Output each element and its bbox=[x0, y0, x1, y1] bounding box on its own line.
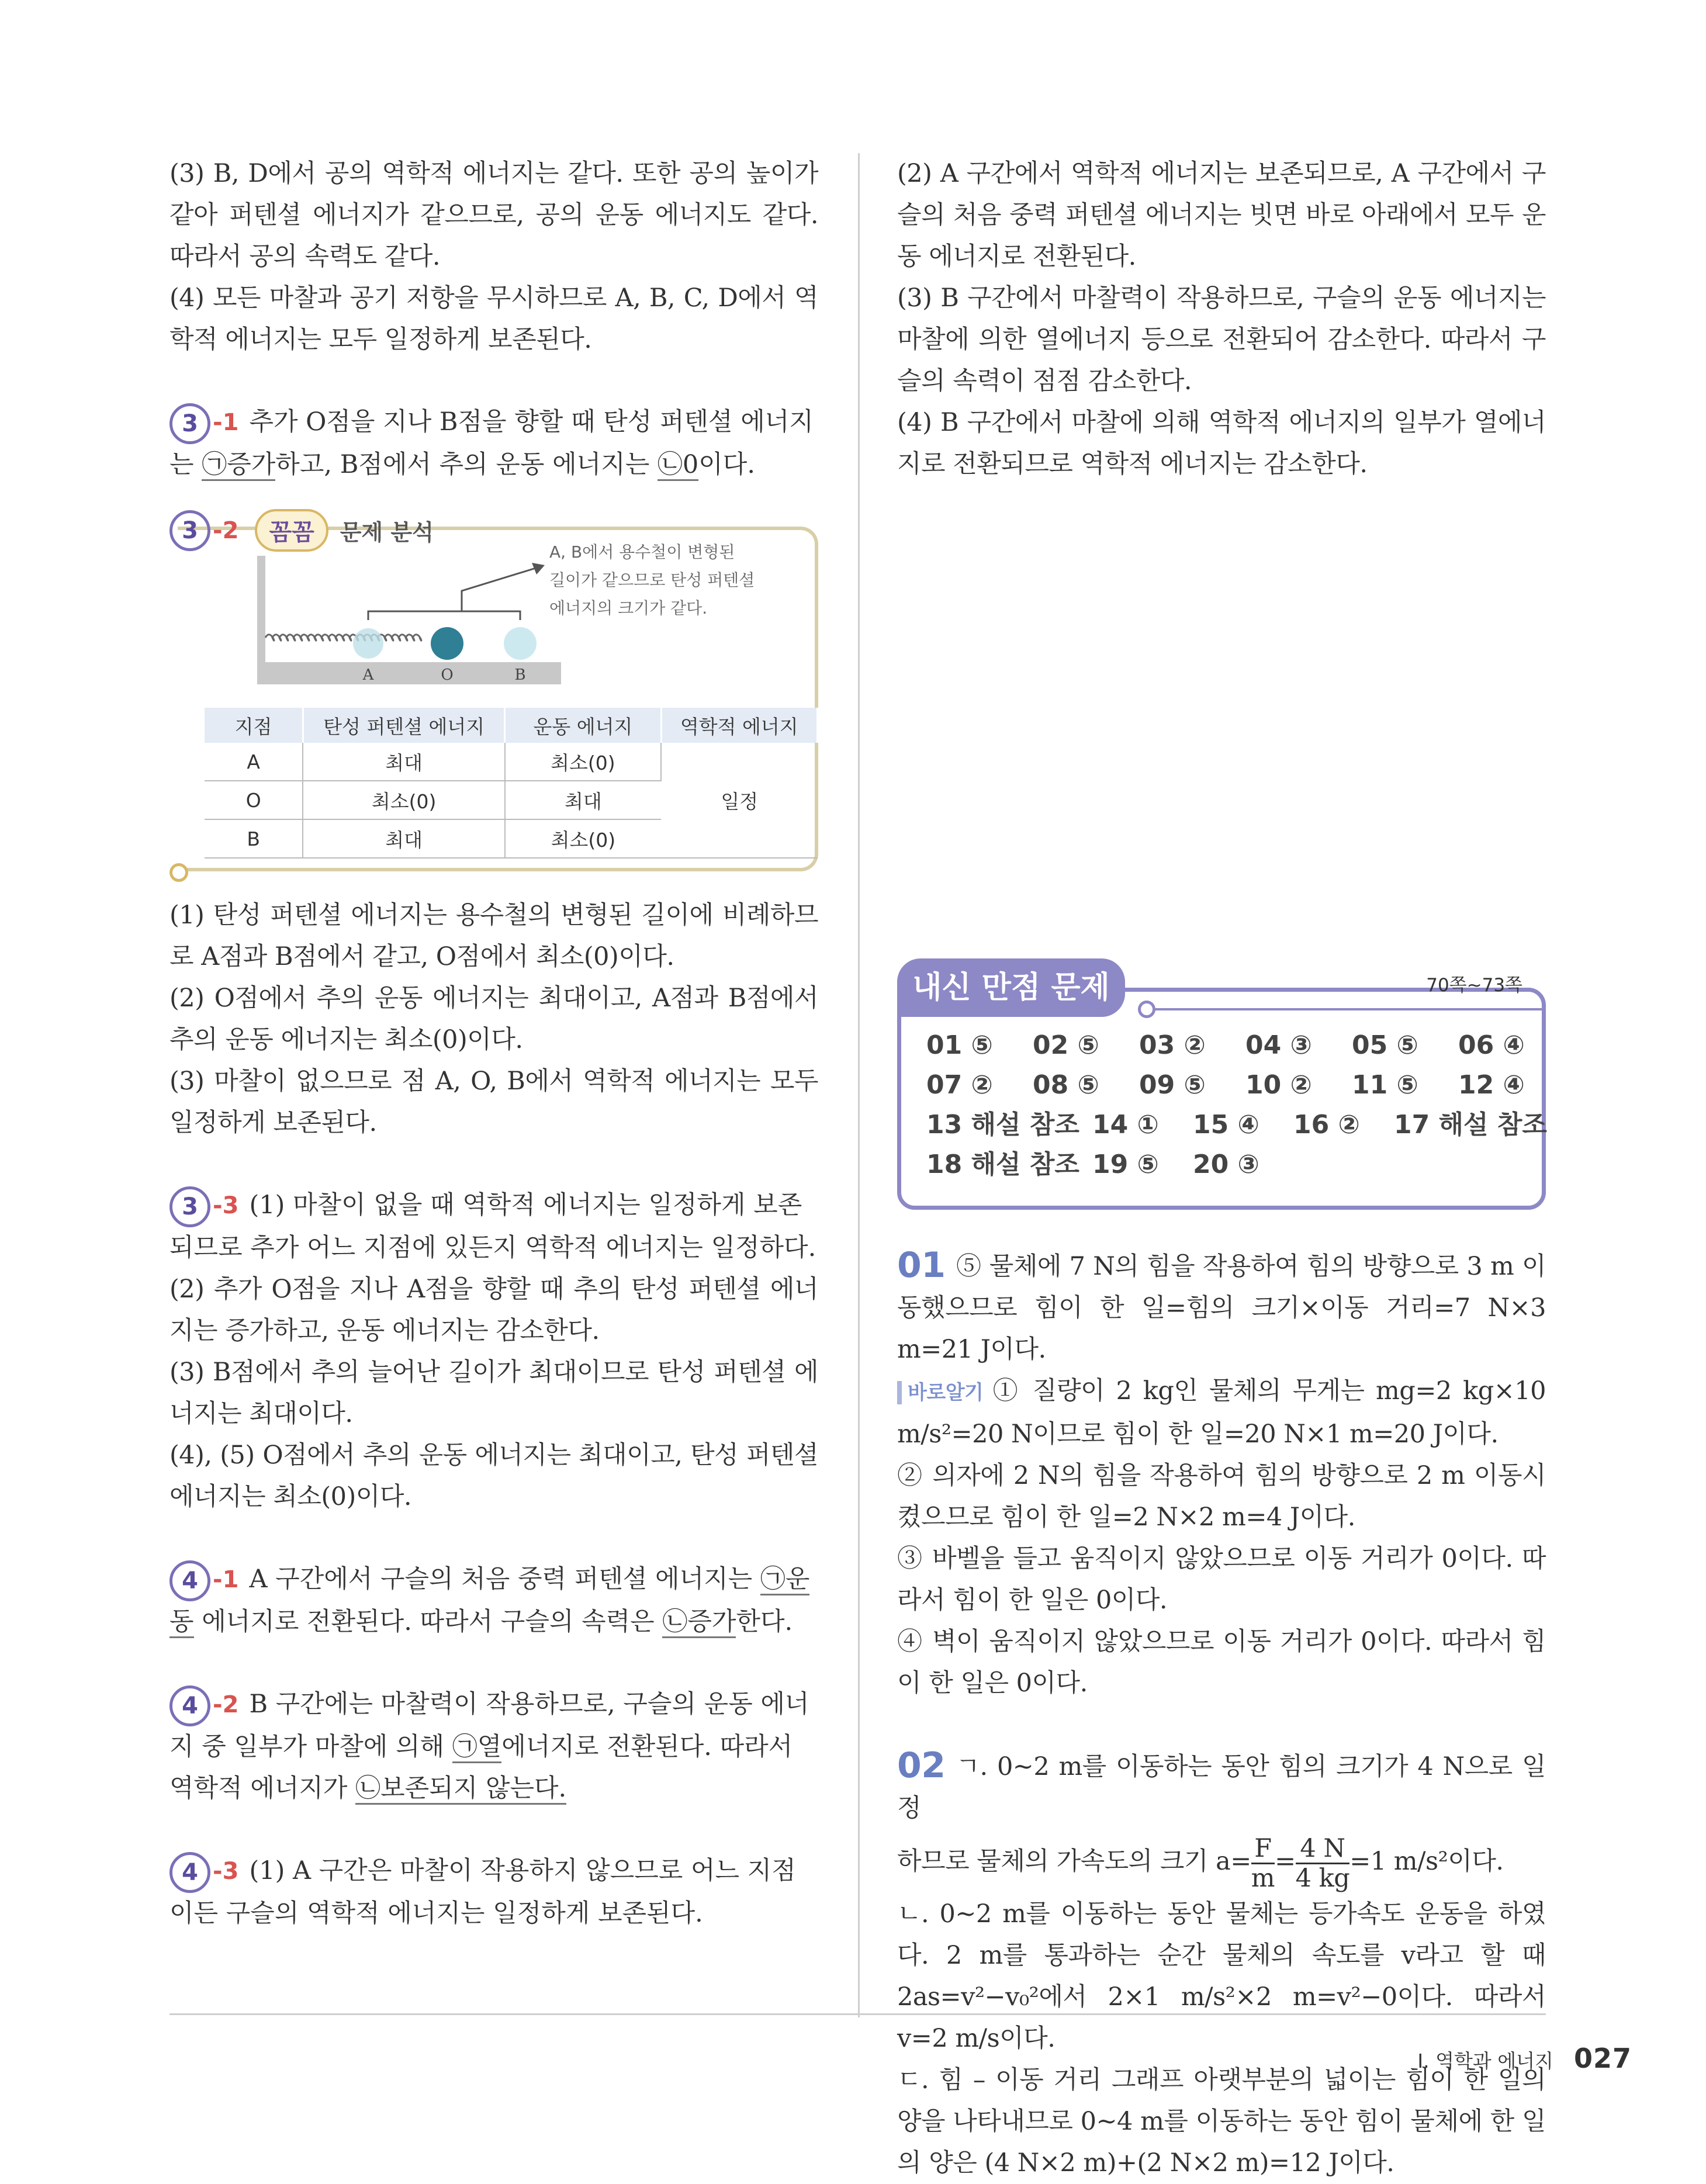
text: = bbox=[1275, 1847, 1296, 1876]
question-badge: 3 bbox=[169, 403, 210, 444]
table-cell: A bbox=[205, 743, 303, 781]
answer-text: 보존되지 않는다. bbox=[380, 1774, 567, 1803]
paragraph: (3) B, D에서 공의 역학적 에너지는 같다. 또한 공의 높이가 같아 퍼텐셜 에너지가 같으므로, 공의 운동 에너지도 같다. 따라서 공의 속력도 같다. bbox=[169, 159, 818, 271]
paragraph-fraction bbox=[897, 1829, 1546, 1894]
numerator: 4 N bbox=[1296, 1835, 1350, 1864]
analysis-header bbox=[169, 509, 434, 552]
denominator: 4 kg bbox=[1295, 1863, 1350, 1893]
mark: ㉡ bbox=[657, 450, 683, 479]
note-line: 길이가 같으므로 탄성 퍼텐셜 bbox=[549, 570, 755, 590]
question-badge: 4 bbox=[169, 1852, 210, 1893]
paragraph: ④ 벽이 움직이지 않았으므로 이동 거리가 0이다. 따라서 힘이 한 일은 0이다. bbox=[897, 1627, 1546, 1698]
table-cell: 최대 bbox=[505, 781, 661, 819]
answer-3-3 bbox=[169, 1185, 818, 1269]
title-line bbox=[1147, 1008, 1546, 1010]
fraction bbox=[1296, 1835, 1350, 1892]
text: 이다. bbox=[698, 450, 756, 479]
table-cell: B bbox=[205, 819, 303, 858]
label-a: A bbox=[362, 666, 374, 684]
mark: ㉠ bbox=[202, 450, 227, 479]
answer-text: 열 bbox=[477, 1732, 502, 1761]
question-sub: -3 bbox=[213, 1192, 239, 1219]
question-number: 01 bbox=[897, 1245, 946, 1286]
table-cell: 최대 bbox=[303, 819, 504, 858]
text: (1) A 구간은 마찰이 작용하지 않으므로 어느 지점이든 구슬의 역학적 에너지는 일정하게 보존된다. bbox=[169, 1856, 796, 1928]
spring-coil bbox=[265, 635, 421, 641]
energy-table bbox=[205, 708, 818, 859]
paragraph: ㄷ. 힘 – 이동 거리 그래프 아랫부분의 넓이는 힘이 한 일의 양을 나타내므로 0~4 m를 이동하는 동안 힘이 물체에 한 일의 양은 (4 N×2 m)+(2 N×2 m)=12 J이다. bbox=[897, 2065, 1546, 2178]
answer-underline bbox=[355, 1774, 566, 1805]
label-o: O bbox=[441, 666, 454, 684]
mark: ㉡ bbox=[662, 1607, 688, 1636]
ball-b bbox=[504, 627, 537, 660]
text: 에너지로 전환된다. 따라서 역학적 에너지가 bbox=[169, 1732, 793, 1803]
table-header: 지점 bbox=[205, 708, 303, 743]
problem-analysis-box bbox=[169, 509, 818, 871]
text: 하고, B점에서 추의 운동 에너지는 bbox=[275, 450, 658, 479]
question-sub: -3 bbox=[213, 1858, 239, 1885]
answer-grid bbox=[926, 1026, 1547, 1185]
paragraph: (3) B점에서 추의 늘어난 길이가 최대이므로 탄성 퍼텐셜 에너지는 최대이다. bbox=[169, 1358, 818, 1428]
kkomkkom-badge: 꼼꼼 bbox=[255, 509, 328, 552]
mark: ㉠ bbox=[760, 1565, 785, 1594]
question-sub: -2 bbox=[213, 517, 239, 544]
right-column bbox=[897, 153, 1546, 2184]
page-range: 70쪽~73쪽 bbox=[1426, 975, 1522, 996]
question-badge: 4 bbox=[169, 1560, 210, 1601]
solution-01 bbox=[897, 1245, 1546, 1370]
left-column bbox=[169, 153, 818, 1934]
page-number: 027 bbox=[1573, 2043, 1632, 2074]
question-badge: 4 bbox=[169, 1685, 210, 1726]
question-sub: -1 bbox=[213, 1566, 239, 1593]
mark: ㉡ bbox=[355, 1774, 381, 1803]
answer-item: 18 해설 참조 bbox=[926, 1150, 1079, 1179]
bracket bbox=[368, 611, 520, 620]
answer-item: 19 ⑤ bbox=[1092, 1150, 1159, 1179]
question-sub: -2 bbox=[213, 1691, 239, 1718]
paragraph: (4) 모든 마찰과 공기 저항을 무시하므로 A, B, C, D에서 역학적 에너지는 모두 일정하게 보존된다. bbox=[169, 283, 818, 354]
paragraph: ③ 바벨을 들고 움직이지 않았으므로 이동 거리가 0이다. 따라서 힘이 한 일은 0이다. bbox=[897, 1544, 1546, 1615]
table-header-row bbox=[205, 708, 818, 743]
paragraph: (2) O점에서 추의 운동 에너지는 최대이고, A점과 B점에서 추의 운동 에너지는 최소(0)이다. bbox=[169, 984, 818, 1054]
baro-label: 바로알기 bbox=[897, 1381, 983, 1404]
box-dot bbox=[169, 863, 188, 882]
table-cell: 최소(0) bbox=[505, 743, 661, 781]
page-footer bbox=[1417, 2043, 1632, 2074]
paragraph: (2) 추가 O점을 지나 A점을 향할 때 추의 탄성 퍼텐셜 에너지는 증가하고, 운동 에너지는 감소한다. bbox=[169, 1275, 818, 1345]
column-divider bbox=[858, 153, 860, 2017]
answer-item: 12 ④ bbox=[1458, 1070, 1525, 1100]
question-badge: 3 bbox=[169, 1186, 210, 1227]
answer-4-2 bbox=[169, 1684, 818, 1809]
text: 에너지로 전환된다. 따라서 구슬의 속력은 bbox=[193, 1607, 663, 1636]
solution-02 bbox=[897, 1745, 1546, 1829]
table-cell: O bbox=[205, 781, 303, 819]
table-header: 역학적 에너지 bbox=[661, 708, 817, 743]
paragraph: (1) 탄성 퍼텐셜 에너지는 용수철의 변형된 길이에 비례하므로 A점과 B점에서 같고, O점에서 최소(0)이다. bbox=[169, 901, 818, 971]
answer-row bbox=[926, 1145, 1547, 1185]
text: 추가 O점을 지나 B점을 향할 때 탄성 퍼텐셜 에너지는 bbox=[169, 407, 814, 479]
text: ⑤ 물체에 7 N의 힘을 작용하여 힘의 방향으로 3 m 이동했으므로 힘이 한 일=힘의 크기×이동 거리=7 N×3 m=21 J이다. bbox=[897, 1252, 1546, 1364]
analysis-title: 문제 분석 bbox=[340, 520, 434, 545]
text: B 구간에는 마찰력이 작용하므로, 구슬의 운동 에너지 중 일부가 마찰에 의해 bbox=[169, 1690, 809, 1761]
numerator: F bbox=[1251, 1835, 1275, 1864]
text: ① 질량이 2 kg인 물체의 무게는 mg=2 kg×10 m/s²=20 N이므로 힘이 한 일=20 N×1 m=20 J이다. bbox=[897, 1376, 1546, 1449]
answer-text: 증가 bbox=[227, 450, 276, 479]
answer-item: 09 ⑤ bbox=[1139, 1070, 1206, 1100]
answer-underline bbox=[202, 450, 275, 481]
answer-underline bbox=[658, 450, 698, 481]
label-b: B bbox=[514, 666, 526, 684]
question-sub: -1 bbox=[213, 409, 239, 436]
table-cell-mechanical: 일정 bbox=[661, 743, 817, 858]
table-cell: 최대 bbox=[303, 743, 504, 781]
table-cell: 최소(0) bbox=[505, 819, 661, 858]
fraction bbox=[1251, 1835, 1275, 1892]
question-badge: 3 bbox=[169, 510, 210, 551]
answer-3-1 bbox=[169, 402, 818, 486]
answer-row bbox=[926, 1105, 1547, 1145]
answer-underline bbox=[452, 1732, 502, 1763]
table-cell: 최소(0) bbox=[303, 781, 504, 819]
answer-text: 운동 bbox=[169, 1565, 810, 1636]
answer-item: 14 ① bbox=[1092, 1110, 1159, 1140]
answer-text: 0 bbox=[682, 450, 699, 479]
text: ㄱ. 0~2 m를 이동하는 동안 힘의 크기가 4 N으로 일정 bbox=[897, 1752, 1546, 1823]
question-number: 02 bbox=[897, 1745, 946, 1786]
paragraph: (3) B 구간에서 마찰력이 작용하므로, 구슬의 운동 에너지는 마찰에 의한 열에너지 등으로 전환되어 감소한다. 따라서 구슬의 속력이 점점 감소한다. bbox=[897, 283, 1546, 396]
denominator: m bbox=[1251, 1863, 1275, 1893]
mark: ㉠ bbox=[452, 1732, 477, 1761]
table-row bbox=[205, 743, 818, 781]
table-header: 탄성 퍼텐셜 에너지 bbox=[303, 708, 504, 743]
answer-item: 13 해설 참조 bbox=[926, 1110, 1079, 1140]
note-line: A, B에서 용수철이 변형된 bbox=[549, 542, 735, 562]
answer-box-title: 내신 만점 문제 bbox=[897, 958, 1125, 1017]
answer-4-1 bbox=[169, 1559, 818, 1643]
section-title: Ⅰ. 역학과 에너지 bbox=[1417, 2050, 1553, 2072]
paragraph: (4), (5) O점에서 추의 운동 에너지는 최대이고, 탄성 퍼텐셜 에너지는 최소(0)이다. bbox=[169, 1441, 818, 1511]
answer-item: 05 ⑤ bbox=[1352, 1030, 1418, 1060]
answer-item: 15 ④ bbox=[1193, 1110, 1259, 1140]
arrow-line bbox=[462, 567, 538, 611]
title-dot bbox=[1138, 1001, 1155, 1018]
answer-row bbox=[926, 1026, 1547, 1065]
ball-a bbox=[353, 628, 383, 659]
answer-item: 02 ⑤ bbox=[1033, 1030, 1099, 1060]
answer-item: 08 ⑤ bbox=[1033, 1070, 1099, 1100]
answer-underline bbox=[662, 1607, 736, 1638]
diagram-note bbox=[549, 538, 755, 622]
text: A 구간에서 구슬의 처음 중력 퍼텐셜 에너지는 bbox=[249, 1565, 760, 1594]
answer-text: 증가 bbox=[687, 1607, 736, 1636]
answer-item: 11 ⑤ bbox=[1352, 1070, 1418, 1100]
paragraph: ② 의자에 2 N의 힘을 작용하여 힘의 방향으로 2 m 이동시켰으므로 힘이 한 일=2 N×2 m=4 J이다. bbox=[897, 1461, 1546, 1532]
text: (1) 마찰이 없을 때 역학적 에너지는 일정하게 보존되므로 추가 어느 지점에 있든지 역학적 에너지는 일정하다. bbox=[169, 1190, 816, 1262]
answer-row bbox=[926, 1065, 1547, 1105]
paragraph: (3) 마찰이 없으므로 점 A, O, B에서 역학적 에너지는 모두 일정하게 보존된다. bbox=[169, 1067, 818, 1137]
text: =1 m/s²이다. bbox=[1349, 1847, 1504, 1876]
naesin-answer-box bbox=[897, 958, 1546, 1210]
answer-item: 03 ② bbox=[1139, 1030, 1206, 1060]
note-line: 에너지의 크기가 같다. bbox=[549, 598, 708, 618]
table-header: 운동 에너지 bbox=[505, 708, 661, 743]
text: 한다. bbox=[736, 1607, 793, 1636]
wall bbox=[257, 556, 265, 684]
baro-algi bbox=[897, 1370, 1546, 1455]
answer-item: 04 ③ bbox=[1245, 1030, 1312, 1060]
paragraph: (2) A 구간에서 역학적 에너지는 보존되므로, A 구간에서 구슬의 처음 중력 퍼텐셜 에너지는 빗면 바로 아래에서 모두 운동 에너지로 전환된다. bbox=[897, 159, 1546, 271]
answer-item: 17 해설 참조 bbox=[1394, 1110, 1547, 1140]
paragraph: (4) B 구간에서 마찰에 의해 역학적 에너지의 일부가 열에너지로 전환되므로 역학적 에너지는 감소한다. bbox=[897, 408, 1546, 479]
text: 하므로 물체의 가속도의 크기 a= bbox=[897, 1847, 1251, 1876]
answer-4-3 bbox=[169, 1850, 818, 1934]
ball-o bbox=[431, 627, 463, 660]
answer-item: 06 ④ bbox=[1458, 1030, 1525, 1060]
answer-item: 10 ② bbox=[1245, 1070, 1312, 1100]
answer-item: 01 ⑤ bbox=[926, 1030, 993, 1060]
answer-item: 07 ② bbox=[926, 1070, 993, 1100]
answer-item: 20 ③ bbox=[1193, 1150, 1259, 1179]
paragraph: ㄴ. 0~2 m를 이동하는 동안 물체는 등가속도 운동을 하였다. 2 m를 통과하는 순간 물체의 속도를 v라고 할 때 2as=v²−v₀²에서 2×1 m/s²×2 m=v²−0이다. 따라서 v=2 m/s이다. bbox=[897, 1899, 1546, 2053]
answer-item: 16 ② bbox=[1293, 1110, 1360, 1140]
